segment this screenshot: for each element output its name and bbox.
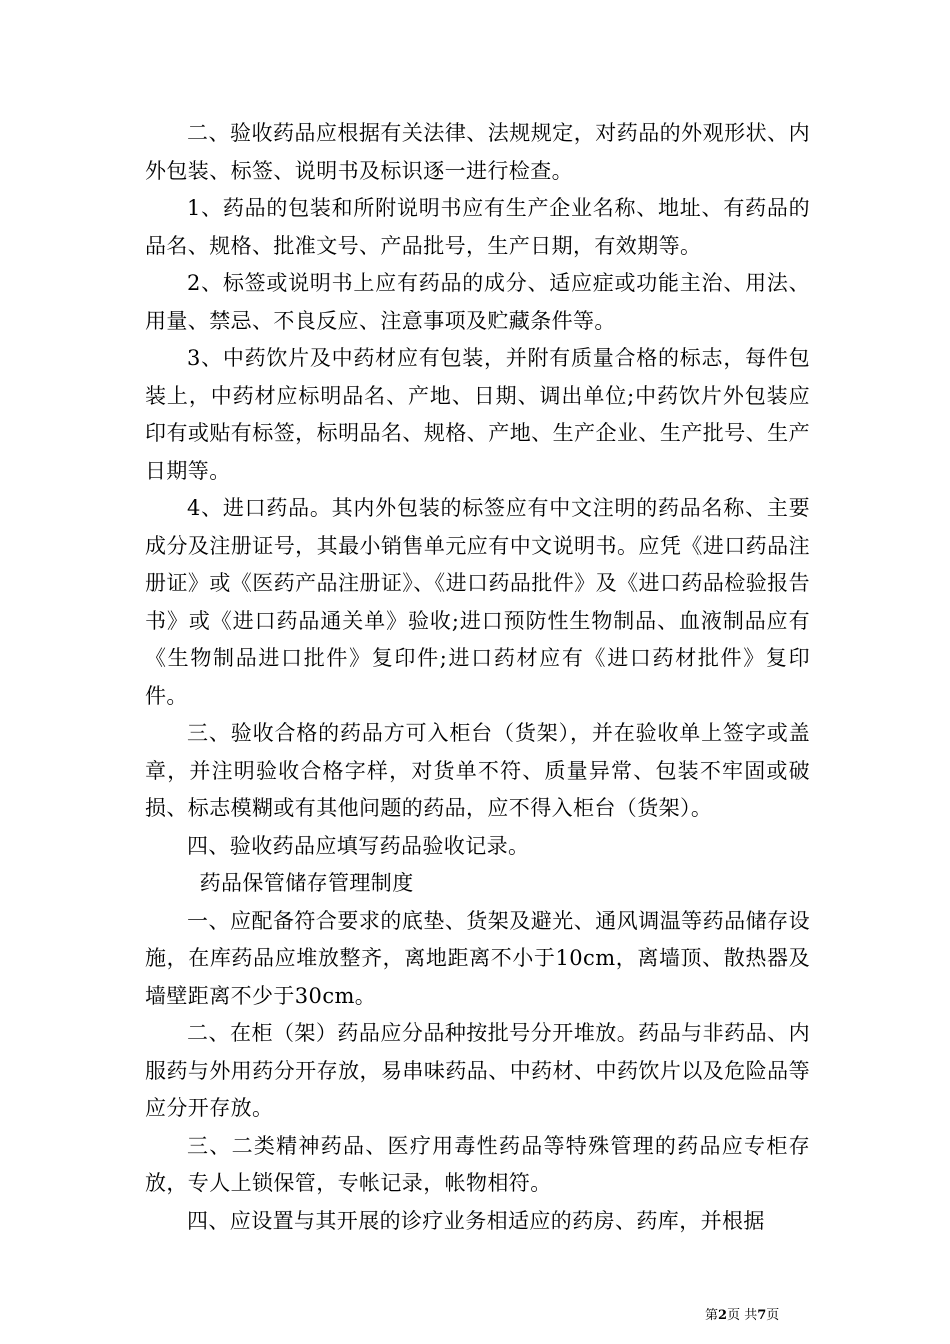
paragraph: 四、验收药品应填写药品验收记录。 — [187, 833, 530, 858]
paragraph: 3、中药饮片及中药材应有包装，并附有质量合格的标志，每件包装上，中药材应标明品名、产地、日期、调出单位;中药饮片外包装应印有或贴有标签，标明品名、规格、产地、生产企业、生产批号、生产日期等。 — [145, 346, 810, 483]
total-page-number: 7 — [757, 1308, 767, 1323]
paragraph: 三、二类精神药品、医疗用毒性药品等特殊管理的药品应专柜存放，专人上锁保管，专帐记录，帐物相符。 — [145, 1133, 810, 1195]
paragraph: 1、药品的包装和所附说明书应有生产企业名称、地址、有药品的品名、规格、批准文号、产品批号，生产日期，有效期等。 — [145, 196, 810, 258]
section-title: 药品保管储存管理制度 — [199, 871, 414, 895]
footer-suffix: 页 — [766, 1308, 780, 1323]
paragraph: 二、在柜（架）药品应分品种按批号分开堆放。药品与非药品、内服药与外用药分开存放，易串味药品、中药材、中药饮片以及危险品等应分开存放。 — [145, 1021, 810, 1120]
paragraph: 二、验收药品应根据有关法律、法规规定，对药品的外观形状、内外包装、标签、说明书及标识逐一进行检查。 — [145, 121, 810, 183]
footer-prefix: 第 — [705, 1308, 719, 1323]
current-page-number: 2 — [718, 1308, 728, 1323]
footer-middle: 页 共 — [727, 1308, 758, 1323]
paragraph: 三、验收合格的药品方可入柜台（货架），并在验收单上签字或盖章，并注明验收合格字样，对货单不符、质量异常、包装不牢固或破损、标志模糊或有其他问题的药品，应不得入柜台（货架）。 — [145, 721, 810, 820]
paragraph: 2、标签或说明书上应有药品的成分、适应症或功能主治、用法、用量、禁忌、不良反应、注意事项及贮藏条件等。 — [145, 271, 810, 333]
paragraph: 4、进口药品。其内外包装的标签应有中文注明的药品名称、主要成分及注册证号，其最小销售单元应有中文说明书。应凭《进口药品注册证》或《医药产品注册证》、《进口药品批件》及《进口药品检验报告书》或《进口药品通关单》验收;进口预防性生物制品、血液制品应有《生物制品进口批件》复印件;进口药材应有《进口药材批件》复印件。 — [145, 496, 810, 708]
page-footer — [705, 1304, 779, 1323]
paragraph: 四、应设置与其开展的诊疗业务相适应的药房、药库，并根据 — [187, 1208, 765, 1233]
document-body — [145, 115, 810, 1240]
paragraph: 一、应配备符合要求的底垫、货架及避光、通风调温等药品储存设施，在库药品应堆放整齐，离地距离不小于10cm，离墙顶、散热器及墙壁距离不少于30cm。 — [145, 908, 810, 1008]
